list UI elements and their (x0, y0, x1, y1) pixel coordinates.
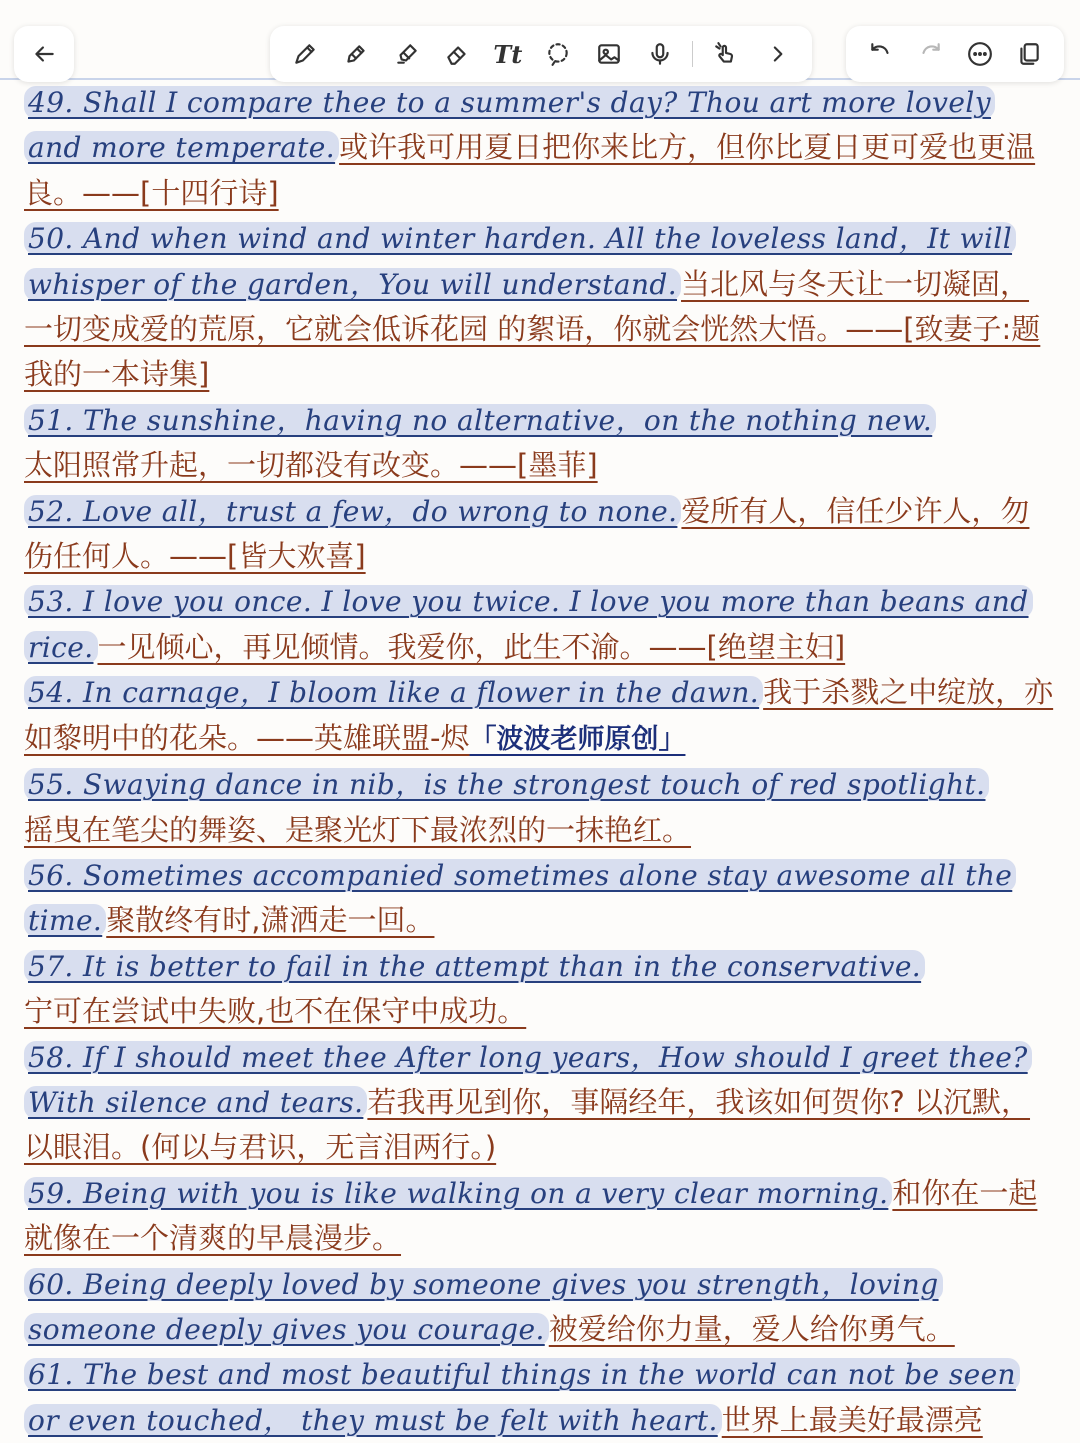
touch-gesture-icon[interactable] (708, 36, 744, 72)
chinese-translation: 宁可在尝试中失败,也不在保守中成功。 (24, 994, 527, 1029)
eraser-icon[interactable] (439, 36, 475, 72)
chinese-translation: 一见倾心，再见倾情。我爱你，此生不渝。——[绝望主妇] (97, 629, 846, 664)
pages-icon[interactable] (1011, 36, 1047, 72)
chinese-translation: 爱所有人，信任少许人，勿伤任何人。——[皆大欢喜] (24, 493, 1030, 574)
chinese-translation: 当北风与冬天让一切凝固，一切变成爱的荒原，它就会低诉花园 的絮语，你就会恍然大悟。——[致妻子:题我的一本诗集] (24, 266, 1041, 392)
note-entry-58 (24, 1035, 1054, 1171)
more-icon[interactable] (962, 36, 998, 72)
note-entry-49 (24, 80, 1054, 216)
note-entry-60 (24, 1262, 1054, 1353)
note-entry-56 (24, 853, 1054, 944)
english-quote: 61. The best and most beautiful things in the world can not be seen or even touched， they must be felt with heart. (24, 1358, 1020, 1436)
english-quote: 57. It is better to fail in the attempt than in the conservative. (24, 950, 925, 983)
note-entry-50 (24, 216, 1054, 398)
handwritten-notes (24, 80, 1054, 1443)
english-quote: 60. Being deeply loved by someone gives you strength，loving someone deeply gives you courage. (24, 1268, 943, 1346)
note-entry-59 (24, 1171, 1054, 1262)
english-quote: 52. Love all，trust a few，do wrong to none. (24, 495, 681, 528)
english-quote: 55. Swaying dance in nib，is the strongest touch of red spotlight. (24, 768, 989, 801)
author-tag: 「波波老师原创」 (469, 723, 686, 755)
chinese-translation: 或许我可用夏日把你来比方，但你比夏日更可爱也更温良。——[十四行诗] (24, 130, 1036, 210)
note-entry-51 (24, 398, 1054, 489)
note-entry-52 (24, 489, 1054, 580)
highlighter-icon[interactable] (389, 36, 425, 72)
chevron-right-icon[interactable] (759, 36, 795, 72)
redo-icon[interactable] (912, 36, 948, 72)
back-arrow-icon[interactable] (26, 36, 62, 72)
chinese-translation: 我于杀戮之中绽放，亦如黎明中的花朵。——英雄联盟-烬 (24, 675, 1054, 755)
note-entry-53 (24, 579, 1054, 670)
text-tool-icon[interactable]: Tt (493, 39, 523, 69)
pen-icon[interactable] (287, 36, 323, 72)
chinese-translation: 聚散终有时,潇洒走一回。 (106, 903, 435, 938)
english-quote: 56. Sometimes accompanied sometimes alone stay awesome all the time. (24, 859, 1016, 937)
undo-icon[interactable] (863, 36, 899, 72)
lasso-icon[interactable] (540, 36, 576, 72)
toolbar-separator (692, 41, 693, 67)
chinese-translation: 若我再见到你，事隔经年，我该如何贺你? 以沉默，以眼泪。(何以与君识，无言泪两行。) (24, 1084, 1031, 1165)
microphone-icon[interactable] (642, 36, 678, 72)
english-quote: 59. Being with you is like walking on a very clear morning. (24, 1177, 892, 1210)
toolbar-back-group (14, 26, 74, 82)
chinese-translation: 世界上最美好最漂亮 (721, 1402, 983, 1437)
ballpoint-icon[interactable] (338, 36, 374, 72)
note-entry-57 (24, 944, 1054, 1035)
chinese-translation: 和你在一起就像在一个清爽的早晨漫步。 (24, 1175, 1038, 1256)
chinese-translation: 被爱给你力量，爱人给你勇气。 (548, 1311, 955, 1346)
chinese-translation: 太阳照常升起，一切都没有改变。——[墨菲] (24, 448, 598, 483)
chinese-translation: 摇曳在笔尖的舞姿、是聚光灯下最浓烈的一抹艳红。 (24, 812, 692, 847)
note-entry-55 (24, 762, 1054, 853)
english-quote: 51. The sunshine，having no alternative，on the nothing new. (24, 404, 936, 437)
note-entry-54 (24, 670, 1054, 762)
image-icon[interactable] (591, 36, 627, 72)
english-quote: 53. I love you once. I love you twice. I love you more than beans and rice. (24, 585, 1033, 663)
toolbar-tools-group (270, 26, 812, 82)
english-quote: 49. Shall I compare thee to a summer's day? Thou art more lovely and more temperate. (24, 86, 995, 164)
english-quote: 58. If I should meet thee After long years，How should I greet thee? With silence and tears. (24, 1041, 1032, 1119)
toolbar-actions-group (846, 26, 1064, 82)
english-quote: 50. And when wind and winter harden. All the loveless land，It will whisper of the garden，You will understand. (24, 222, 1016, 300)
note-entry-61 (24, 1352, 1054, 1443)
english-quote: 54. In carnage，I bloom like a flower in the dawn. (24, 676, 763, 709)
